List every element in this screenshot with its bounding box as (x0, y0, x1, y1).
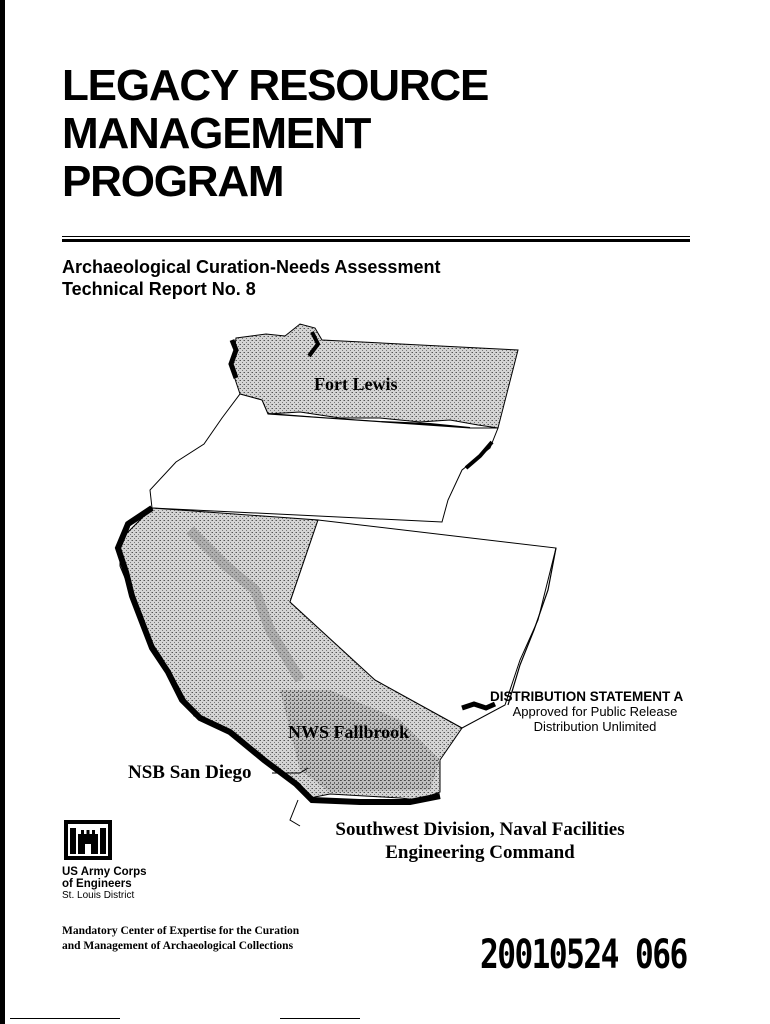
corps-of-engineers (62, 866, 262, 902)
division-leader-line (290, 800, 300, 826)
division-label (300, 818, 660, 864)
division-line: Engineering Command (385, 842, 575, 863)
program-title-line: PROGRAM (62, 157, 284, 206)
distribution-line: Distribution Unlimited (533, 719, 657, 734)
corps-line: of Engineers (62, 878, 132, 890)
subtitle-line: Archaeological Curation-Needs Assessment (62, 257, 441, 277)
subtitle-line: Technical Report No. 8 (62, 279, 256, 299)
document-number: 20010524 066 (480, 932, 687, 978)
fort-lewis-label: Fort Lewis (314, 374, 398, 394)
corps-line: US Army Corps (62, 866, 147, 878)
distribution-statement (490, 689, 730, 734)
scan-mark (280, 1018, 360, 1019)
nsb-san-diego-label: NSB San Diego (128, 762, 252, 783)
mcx-line: Mandatory Center of Expertise for the Curation (62, 925, 300, 937)
program-title-line: MANAGEMENT (62, 109, 371, 158)
program-title-line: LEGACY RESOURCE (62, 61, 489, 110)
distribution-line: Approved for Public Release (512, 704, 678, 719)
distribution-heading: DISTRIBUTION STATEMENT A (490, 689, 684, 704)
division-line: Southwest Division, Naval Facilities (335, 819, 625, 840)
scan-mark (10, 1018, 120, 1019)
mcx-line: and Management of Archaeological Collections (62, 940, 294, 952)
corps-district: St. Louis District (62, 890, 135, 901)
castle-icon (64, 820, 112, 860)
nws-fallbrook-label: NWS Fallbrook (288, 722, 410, 742)
washington-coast (231, 340, 236, 378)
center-of-expertise (62, 924, 392, 954)
